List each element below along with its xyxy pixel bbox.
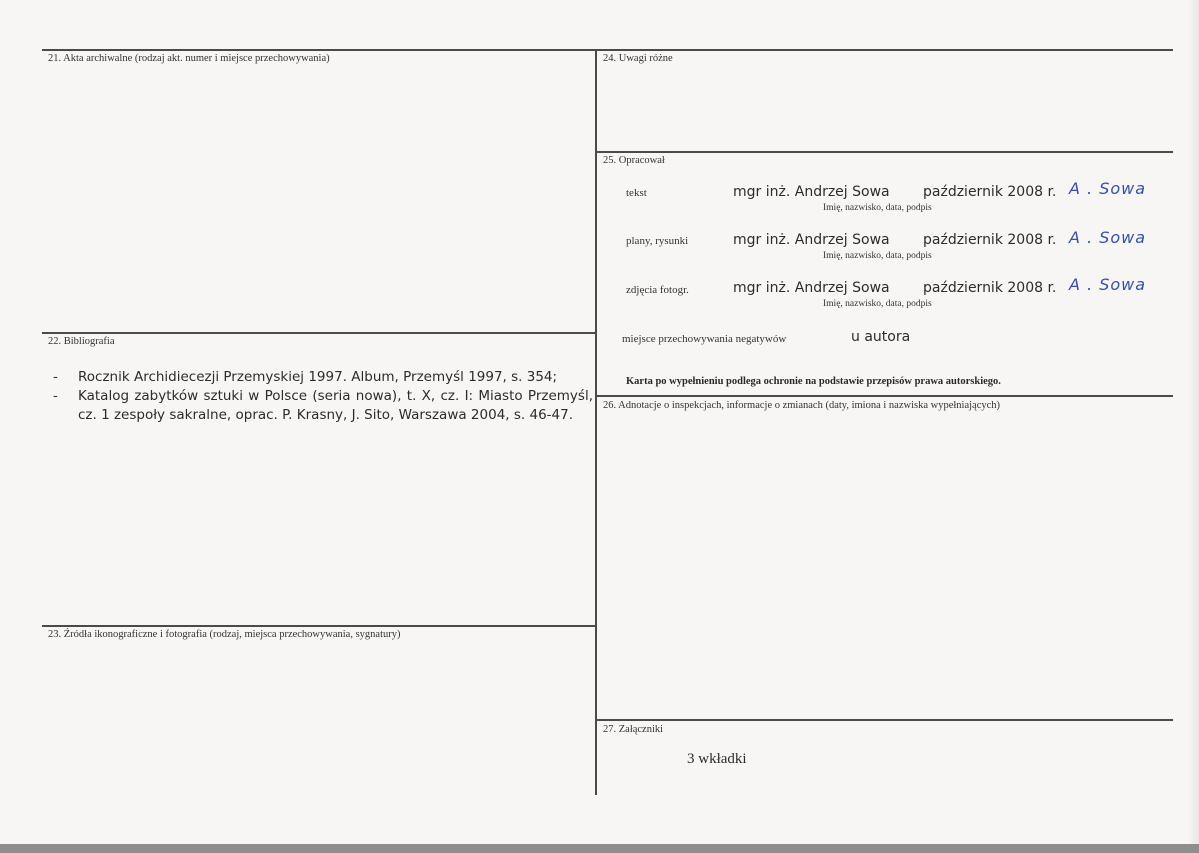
copyright-notice: Karta po wypełnieniu podlega ochronie na podstawie przepisów prawa autorskiego. (626, 376, 1001, 387)
author-name: mgr inż. Andrzej Sowa (733, 184, 890, 200)
author-row-label: plany, rysunki (626, 235, 689, 247)
author-caption: Imię, nazwisko, data, podpis (823, 299, 932, 309)
attachments-value: 3 wkładki (687, 751, 747, 767)
scan-edge-right (1188, 0, 1199, 844)
section-24-label: 24. Uwagi różne (603, 53, 673, 64)
bibliography-item: - Katalog zabytków sztuki w Polsce (seria nowa), t. X, cz. I: Miasto Przemyśl, cz. 1 zespoły sakralne, oprac. P. Krasny, J. Sito, Warszawa 2004, s. 46-47. (53, 388, 593, 423)
section-26-label: 26. Adnotacje o inspekcjach, informacje o zmianach (daty, imiona i nazwiska wypełniających) (603, 400, 1001, 411)
author-date: październik 2008 r. (923, 280, 1057, 296)
section-21-label: 21. Akta archiwalne (rodzaj akt. numer i miejsce przechowywania) (48, 53, 330, 64)
author-date: październik 2008 r. (923, 232, 1057, 248)
scan-edge-bottom (0, 844, 1199, 853)
rule-27-top (596, 719, 1173, 721)
author-row-label: tekst (626, 187, 647, 199)
negatives-value: u autora (851, 329, 911, 345)
column-divider (595, 49, 597, 795)
section-25-label: 25. Opracował (603, 155, 665, 166)
author-signature: A . Sowa (1069, 228, 1147, 247)
author-caption: Imię, nazwisko, data, podpis (823, 251, 932, 261)
rule-23-top (42, 625, 596, 627)
negatives-label: miejsce przechowywania negatywów (622, 333, 787, 345)
bibliography-list (53, 368, 593, 425)
rule-22-top (42, 332, 596, 334)
section-22-label: 22. Bibliografia (48, 336, 115, 347)
author-name: mgr inż. Andrzej Sowa (733, 232, 890, 248)
author-name: mgr inż. Andrzej Sowa (733, 280, 890, 296)
bibliography-item: - Rocznik Archidiecezji Przemyskiej 1997. Album, Przemyśl 1997, s. 354; (53, 369, 558, 385)
author-row-label: zdjęcia fotogr. (626, 284, 689, 296)
author-signature: A . Sowa (1069, 179, 1147, 198)
section-27-label: 27. Załączniki (603, 724, 664, 735)
author-caption: Imię, nazwisko, data, podpis (823, 203, 932, 213)
rule-top (42, 49, 1173, 51)
section-23-label: 23. Źródła ikonograficzne i fotografia (rodzaj, miejsca przechowywania, sygnatury) (48, 629, 401, 640)
author-signature: A . Sowa (1069, 275, 1147, 294)
author-date: październik 2008 r. (923, 184, 1057, 200)
rule-25-top (596, 151, 1173, 153)
rule-26-top (596, 395, 1173, 397)
